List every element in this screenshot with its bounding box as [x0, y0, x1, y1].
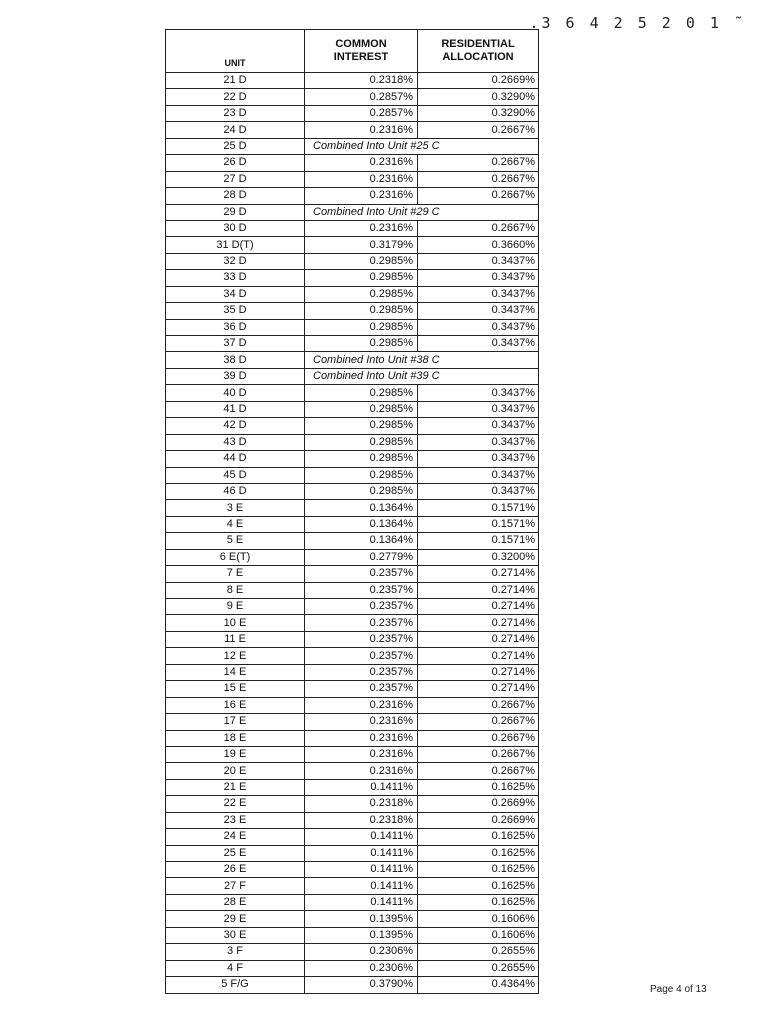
table-row	[166, 385, 539, 401]
table-row	[166, 582, 539, 598]
residential-allocation-cell: 0.1625%	[418, 862, 539, 878]
residential-allocation-cell: 0.1625%	[418, 894, 539, 910]
residential-allocation-cell: 0.3437%	[418, 385, 539, 401]
unit-cell: 6 E(T)	[166, 549, 305, 565]
table-row	[166, 648, 539, 664]
residential-allocation-cell: 0.2667%	[418, 746, 539, 762]
allocation-table	[165, 29, 539, 994]
common-interest-cell: 0.2985%	[305, 253, 418, 269]
unit-cell: 33 D	[166, 270, 305, 286]
common-interest-cell: 0.2985%	[305, 303, 418, 319]
common-interest-cell: 0.2985%	[305, 385, 418, 401]
header-residential-line2: ALLOCATION	[442, 51, 514, 63]
unit-cell: 27 F	[166, 878, 305, 894]
header-unit-label: UNIT	[224, 58, 246, 68]
header-residential-allocation	[418, 30, 539, 73]
unit-cell: 20 E	[166, 763, 305, 779]
common-interest-cell: 0.2857%	[305, 89, 418, 105]
table-row	[166, 336, 539, 352]
unit-cell: 38 D	[166, 352, 305, 368]
table-row	[166, 73, 539, 89]
table-row	[166, 566, 539, 582]
unit-cell: 26 E	[166, 862, 305, 878]
unit-cell: 22 E	[166, 796, 305, 812]
table-row	[166, 451, 539, 467]
residential-allocation-cell: 0.4364%	[418, 977, 539, 993]
common-interest-cell: 0.2316%	[305, 746, 418, 762]
common-interest-cell: 0.2318%	[305, 73, 418, 89]
common-interest-cell: 0.2316%	[305, 763, 418, 779]
unit-cell: 3 E	[166, 500, 305, 516]
common-interest-cell: 0.2318%	[305, 796, 418, 812]
residential-allocation-cell: 0.2669%	[418, 73, 539, 89]
common-interest-cell: 0.2316%	[305, 714, 418, 730]
table-row	[166, 286, 539, 302]
common-interest-cell: 0.2316%	[305, 697, 418, 713]
residential-allocation-cell: 0.1625%	[418, 845, 539, 861]
common-interest-cell: 0.2316%	[305, 188, 418, 204]
table-row	[166, 188, 539, 204]
unit-cell: 12 E	[166, 648, 305, 664]
unit-cell: 29 D	[166, 204, 305, 220]
common-interest-cell: 0.2357%	[305, 615, 418, 631]
unit-cell: 40 D	[166, 385, 305, 401]
table-row	[166, 253, 539, 269]
document-number: .3 6 4 2 5 2 0 1 ˜	[529, 14, 746, 32]
unit-cell: 28 E	[166, 894, 305, 910]
table-row	[166, 204, 539, 220]
table-row	[166, 829, 539, 845]
table-row	[166, 714, 539, 730]
table-row	[166, 812, 539, 828]
combined-note-cell: Combined Into Unit #38 C	[305, 352, 539, 368]
table-row	[166, 779, 539, 795]
residential-allocation-cell: 0.2667%	[418, 122, 539, 138]
unit-cell: 31 D(T)	[166, 237, 305, 253]
table-row	[166, 533, 539, 549]
unit-cell: 25 E	[166, 845, 305, 861]
residential-allocation-cell: 0.3437%	[418, 434, 539, 450]
table-row	[166, 171, 539, 187]
table-row	[166, 977, 539, 993]
unit-cell: 14 E	[166, 664, 305, 680]
residential-allocation-cell: 0.2714%	[418, 648, 539, 664]
common-interest-cell: 0.3179%	[305, 237, 418, 253]
residential-allocation-cell: 0.1571%	[418, 500, 539, 516]
common-interest-cell: 0.2357%	[305, 681, 418, 697]
unit-cell: 19 E	[166, 746, 305, 762]
residential-allocation-cell: 0.3437%	[418, 418, 539, 434]
common-interest-cell: 0.1411%	[305, 878, 418, 894]
residential-allocation-cell: 0.2714%	[418, 599, 539, 615]
residential-allocation-cell: 0.2714%	[418, 681, 539, 697]
residential-allocation-cell: 0.2655%	[418, 960, 539, 976]
table-row	[166, 138, 539, 154]
unit-cell: 44 D	[166, 451, 305, 467]
residential-allocation-cell: 0.3200%	[418, 549, 539, 565]
common-interest-cell: 0.1411%	[305, 829, 418, 845]
common-interest-cell: 0.1364%	[305, 533, 418, 549]
residential-allocation-cell: 0.3660%	[418, 237, 539, 253]
common-interest-cell: 0.1395%	[305, 927, 418, 943]
table-row	[166, 763, 539, 779]
common-interest-cell: 0.2985%	[305, 270, 418, 286]
table-row	[166, 894, 539, 910]
unit-cell: 30 D	[166, 220, 305, 236]
unit-cell: 24 E	[166, 829, 305, 845]
combined-note-cell: Combined Into Unit #29 C	[305, 204, 539, 220]
header-unit	[166, 30, 305, 73]
common-interest-cell: 0.2306%	[305, 944, 418, 960]
common-interest-cell: 0.2316%	[305, 730, 418, 746]
common-interest-cell: 0.1411%	[305, 845, 418, 861]
common-interest-cell: 0.2779%	[305, 549, 418, 565]
table-row	[166, 878, 539, 894]
unit-cell: 22 D	[166, 89, 305, 105]
table-row	[166, 746, 539, 762]
unit-cell: 45 D	[166, 467, 305, 483]
common-interest-cell: 0.2357%	[305, 566, 418, 582]
common-interest-cell: 0.2985%	[305, 401, 418, 417]
table-row	[166, 89, 539, 105]
unit-cell: 17 E	[166, 714, 305, 730]
table-row	[166, 599, 539, 615]
residential-allocation-cell: 0.2714%	[418, 664, 539, 680]
residential-allocation-cell: 0.3437%	[418, 467, 539, 483]
residential-allocation-cell: 0.2667%	[418, 714, 539, 730]
unit-cell: 30 E	[166, 927, 305, 943]
residential-allocation-cell: 0.1625%	[418, 878, 539, 894]
unit-cell: 36 D	[166, 319, 305, 335]
unit-cell: 10 E	[166, 615, 305, 631]
unit-cell: 3 F	[166, 944, 305, 960]
residential-allocation-cell: 0.3437%	[418, 253, 539, 269]
table-row	[166, 237, 539, 253]
unit-cell: 5 F/G	[166, 977, 305, 993]
common-interest-cell: 0.1364%	[305, 500, 418, 516]
unit-cell: 15 E	[166, 681, 305, 697]
residential-allocation-cell: 0.3437%	[418, 319, 539, 335]
table-row	[166, 845, 539, 861]
unit-cell: 5 E	[166, 533, 305, 549]
unit-cell: 16 E	[166, 697, 305, 713]
residential-allocation-cell: 0.3437%	[418, 270, 539, 286]
residential-allocation-cell: 0.2667%	[418, 730, 539, 746]
table-row	[166, 155, 539, 171]
common-interest-cell: 0.2357%	[305, 599, 418, 615]
unit-cell: 42 D	[166, 418, 305, 434]
common-interest-cell: 0.1411%	[305, 779, 418, 795]
common-interest-cell: 0.2857%	[305, 105, 418, 121]
residential-allocation-cell: 0.2669%	[418, 812, 539, 828]
unit-cell: 11 E	[166, 631, 305, 647]
unit-cell: 28 D	[166, 188, 305, 204]
table-row	[166, 401, 539, 417]
common-interest-cell: 0.2318%	[305, 812, 418, 828]
common-interest-cell: 0.2316%	[305, 155, 418, 171]
common-interest-cell: 0.2985%	[305, 418, 418, 434]
residential-allocation-cell: 0.2714%	[418, 582, 539, 598]
common-interest-cell: 0.1411%	[305, 894, 418, 910]
table-row	[166, 927, 539, 943]
common-interest-cell: 0.2357%	[305, 664, 418, 680]
residential-allocation-cell: 0.2714%	[418, 566, 539, 582]
residential-allocation-cell: 0.1571%	[418, 533, 539, 549]
table-row	[166, 270, 539, 286]
unit-cell: 18 E	[166, 730, 305, 746]
common-interest-cell: 0.2985%	[305, 434, 418, 450]
table-row	[166, 862, 539, 878]
unit-cell: 4 F	[166, 960, 305, 976]
header-common-interest	[305, 30, 418, 73]
table-row	[166, 418, 539, 434]
table-row	[166, 434, 539, 450]
page-number: Page 4 of 13	[650, 984, 707, 995]
table-row	[166, 664, 539, 680]
table-row	[166, 319, 539, 335]
unit-cell: 41 D	[166, 401, 305, 417]
common-interest-cell: 0.2357%	[305, 631, 418, 647]
residential-allocation-cell: 0.3290%	[418, 89, 539, 105]
table-row	[166, 303, 539, 319]
unit-cell: 23 E	[166, 812, 305, 828]
common-interest-cell: 0.2985%	[305, 483, 418, 499]
residential-allocation-cell: 0.1625%	[418, 829, 539, 845]
table-row	[166, 220, 539, 236]
residential-allocation-cell: 0.3437%	[418, 286, 539, 302]
unit-cell: 8 E	[166, 582, 305, 598]
common-interest-cell: 0.1364%	[305, 516, 418, 532]
table-row	[166, 944, 539, 960]
unit-cell: 39 D	[166, 368, 305, 384]
residential-allocation-cell: 0.2714%	[418, 631, 539, 647]
unit-cell: 21 E	[166, 779, 305, 795]
header-residential-line1: RESIDENTIAL	[441, 38, 515, 50]
table-row	[166, 631, 539, 647]
table-row	[166, 467, 539, 483]
unit-cell: 26 D	[166, 155, 305, 171]
common-interest-cell: 0.1395%	[305, 911, 418, 927]
unit-cell: 46 D	[166, 483, 305, 499]
table-row	[166, 368, 539, 384]
table-row	[166, 105, 539, 121]
residential-allocation-cell: 0.2655%	[418, 944, 539, 960]
residential-allocation-cell: 0.3437%	[418, 336, 539, 352]
unit-cell: 23 D	[166, 105, 305, 121]
header-common-interest-line1: COMMON	[335, 38, 387, 50]
table-row	[166, 681, 539, 697]
common-interest-cell: 0.3790%	[305, 977, 418, 993]
unit-cell: 21 D	[166, 73, 305, 89]
table-row	[166, 500, 539, 516]
residential-allocation-cell: 0.3437%	[418, 303, 539, 319]
common-interest-cell: 0.2316%	[305, 171, 418, 187]
table-row	[166, 960, 539, 976]
common-interest-cell: 0.2316%	[305, 220, 418, 236]
residential-allocation-cell: 0.3290%	[418, 105, 539, 121]
table-body	[166, 73, 539, 994]
unit-cell: 29 E	[166, 911, 305, 927]
table-row	[166, 796, 539, 812]
residential-allocation-cell: 0.3437%	[418, 401, 539, 417]
table-row	[166, 549, 539, 565]
combined-note-cell: Combined Into Unit #25 C	[305, 138, 539, 154]
table-row	[166, 615, 539, 631]
residential-allocation-cell: 0.3437%	[418, 451, 539, 467]
common-interest-cell: 0.2985%	[305, 286, 418, 302]
residential-allocation-cell: 0.2667%	[418, 697, 539, 713]
unit-cell: 37 D	[166, 336, 305, 352]
common-interest-cell: 0.2357%	[305, 582, 418, 598]
residential-allocation-cell: 0.1606%	[418, 911, 539, 927]
unit-cell: 9 E	[166, 599, 305, 615]
table-row	[166, 516, 539, 532]
unit-cell: 4 E	[166, 516, 305, 532]
header-common-interest-line2: INTEREST	[333, 51, 389, 63]
unit-cell: 27 D	[166, 171, 305, 187]
residential-allocation-cell: 0.2667%	[418, 220, 539, 236]
table-row	[166, 352, 539, 368]
residential-allocation-cell: 0.1606%	[418, 927, 539, 943]
residential-allocation-cell: 0.2714%	[418, 615, 539, 631]
unit-cell: 7 E	[166, 566, 305, 582]
unit-cell: 24 D	[166, 122, 305, 138]
common-interest-cell: 0.2985%	[305, 451, 418, 467]
common-interest-cell: 0.2357%	[305, 648, 418, 664]
common-interest-cell: 0.1411%	[305, 862, 418, 878]
table-header	[166, 30, 539, 73]
common-interest-cell: 0.2985%	[305, 467, 418, 483]
common-interest-cell: 0.2985%	[305, 336, 418, 352]
residential-allocation-cell: 0.2667%	[418, 763, 539, 779]
residential-allocation-cell: 0.2669%	[418, 796, 539, 812]
table-row	[166, 697, 539, 713]
table-row	[166, 911, 539, 927]
table-row	[166, 122, 539, 138]
residential-allocation-cell: 0.2667%	[418, 171, 539, 187]
unit-cell: 34 D	[166, 286, 305, 302]
table-row	[166, 730, 539, 746]
unit-cell: 35 D	[166, 303, 305, 319]
common-interest-cell: 0.2316%	[305, 122, 418, 138]
combined-note-cell: Combined Into Unit #39 C	[305, 368, 539, 384]
residential-allocation-cell: 0.1625%	[418, 779, 539, 795]
table-row	[166, 483, 539, 499]
common-interest-cell: 0.2985%	[305, 319, 418, 335]
common-interest-cell: 0.2306%	[305, 960, 418, 976]
unit-cell: 43 D	[166, 434, 305, 450]
allocation-table-container	[165, 29, 538, 994]
residential-allocation-cell: 0.1571%	[418, 516, 539, 532]
residential-allocation-cell: 0.2667%	[418, 188, 539, 204]
residential-allocation-cell: 0.2667%	[418, 155, 539, 171]
unit-cell: 32 D	[166, 253, 305, 269]
unit-cell: 25 D	[166, 138, 305, 154]
residential-allocation-cell: 0.3437%	[418, 483, 539, 499]
